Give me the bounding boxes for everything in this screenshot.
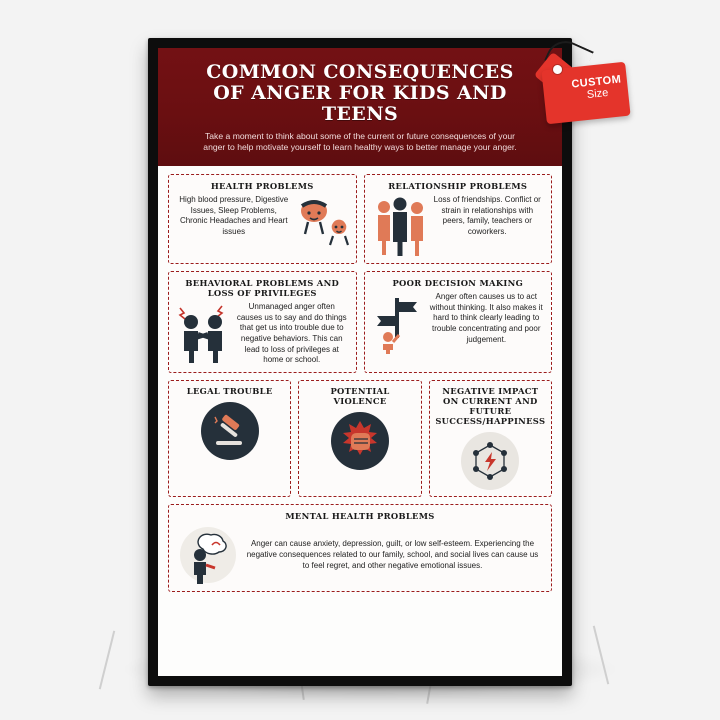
card-relationship-problems (364, 174, 553, 264)
card-title: POOR DECISION MAKING (392, 277, 524, 288)
brain-and-heart-characters-icon (297, 195, 349, 251)
card-potential-violence (298, 380, 421, 497)
signpost-crossroads-icon (372, 292, 424, 354)
card-row-1 (168, 174, 552, 264)
two-kids-arguing-icon (176, 302, 230, 364)
card-row-3 (168, 380, 552, 497)
page-title (174, 62, 546, 125)
frame-mat (158, 48, 562, 676)
card-text: Anger often causes us to act without thinking. It also makes it hard to think clearly leading to trouble concentrating and poor judgement. (429, 292, 543, 344)
three-people-standing-icon (372, 195, 426, 257)
card-poor-decision-making (364, 271, 553, 373)
poster-header (158, 48, 562, 166)
gavel-icon (201, 402, 259, 460)
card-title: HEALTH PROBLEMS (210, 180, 314, 191)
title-line-1: COMMON CONSEQUENCES (206, 61, 514, 83)
picture-frame (148, 38, 572, 686)
broken-network-icon (461, 432, 519, 490)
tag-label-line-1: CUSTOM (570, 73, 622, 91)
custom-size-price-tag (536, 38, 630, 124)
card-title: MENTAL HEALTH PROBLEMS (285, 511, 435, 522)
card-negative-impact (429, 380, 552, 497)
poster-body (158, 166, 562, 676)
card-behavioral-problems (168, 271, 357, 373)
tag-label-line-2: Size (586, 86, 609, 102)
poster-subtitle: Take a moment to think about some of the current or future consequences of your anger to help motivate yourself to learn healthy ways to better manage your anger. (203, 130, 517, 153)
card-title: NEGATIVE IMPACT ON CURRENT AND FUTURE SUCCESS/HAPPINESS (435, 385, 546, 427)
person-with-thought-cloud-icon (178, 525, 238, 585)
card-title: RELATIONSHIP PROBLEMS (388, 180, 528, 191)
card-mental-health-problems (168, 504, 552, 592)
poster (158, 48, 562, 676)
card-title: POTENTIAL VIOLENCE (330, 385, 390, 406)
card-text: Anger can cause anxiety, depression, guilt, or low self-esteem. Experiencing the negative consequences related to our family, school, and social lives can cause us to feel regret, and other negative emotional issues. (246, 539, 539, 570)
fist-icon (331, 412, 389, 470)
card-title: BEHAVIORAL PROBLEMS AND LOSS OF PRIVILEGES (185, 277, 340, 299)
card-health-problems (168, 174, 357, 264)
card-text: High blood pressure, Digestive Issues, Sleep Problems, Chronic Headaches and Heart issues (179, 194, 289, 236)
card-text: Loss of friendships. Conflict or strain in relationships with peers, family, teachers or coworkers. (433, 194, 541, 236)
card-text: Unmanaged anger often causes us to say and do things that get us into trouble due to negative behaviors. This can lead to loss of privileges at home or school. (236, 302, 347, 365)
title-line-2: OF ANGER FOR KIDS AND TEENS (213, 81, 507, 125)
decor-line (99, 631, 115, 690)
card-row-2 (168, 271, 552, 373)
card-legal-trouble (168, 380, 291, 497)
card-title: LEGAL TROUBLE (186, 385, 273, 396)
